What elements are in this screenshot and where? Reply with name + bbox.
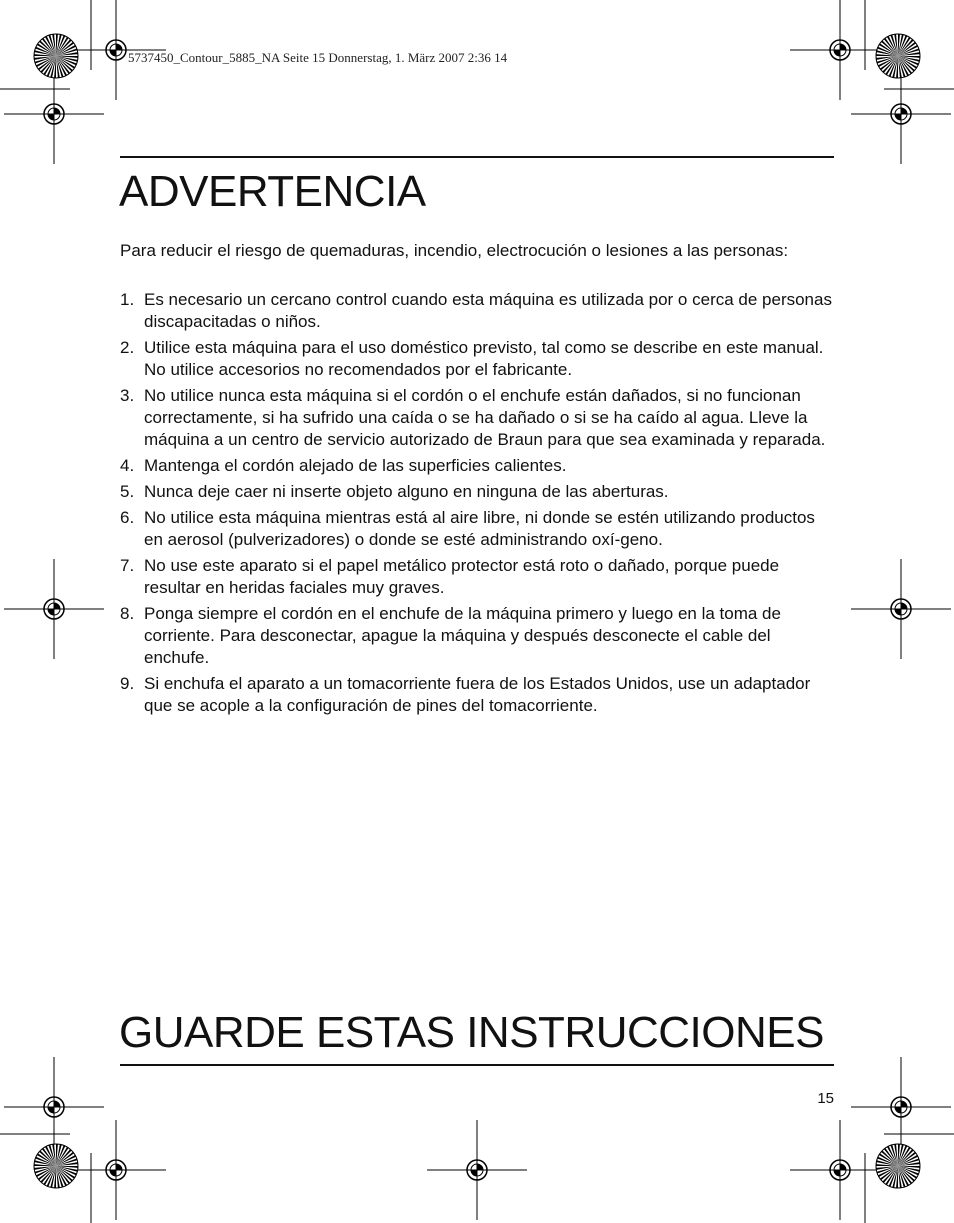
page-number: 15 — [817, 1090, 834, 1107]
item-number: 1. — [120, 290, 135, 309]
item-number: 7. — [120, 556, 135, 575]
registration-mark — [4, 64, 104, 164]
page-title: ADVERTENCIA — [119, 167, 426, 216]
starburst-mark — [876, 34, 920, 78]
registration-mark — [790, 1120, 890, 1220]
registration-mark — [4, 1057, 104, 1157]
registration-mark — [851, 64, 951, 164]
list-item — [120, 673, 834, 717]
warning-list — [120, 289, 834, 721]
item-text: Ponga siempre el cordón en el enchufe de la máquina primero y luego en la toma de corriente. Para desconectar, apague la máquina y después desconecte el cable del enchufe. — [144, 604, 781, 667]
footer-title: GUARDE ESTAS INSTRUCCIONES — [119, 1008, 824, 1057]
item-text: No utilice nunca esta máquina si el cordón o el enchufe están dañados, si no funcionan correctamente, si ha sufrido una caída o se ha dañado o si se ha caído al agua. Lleve la máquina a un centro de servicio autorizado de Braun para que sea examinada y reparada. — [144, 386, 826, 449]
registration-mark — [4, 559, 104, 659]
list-item — [120, 385, 834, 451]
bottom-rule — [120, 1064, 834, 1066]
item-text: Es necesario un cercano control cuando esta máquina es utilizada por o cerca de personas discapacitadas o niños. — [144, 290, 832, 331]
item-text: Utilice esta máquina para el uso doméstico previsto, tal como se describe en este manual. — [144, 338, 824, 357]
registration-mark — [851, 559, 951, 659]
starburst-mark — [34, 34, 78, 78]
list-item — [120, 507, 834, 551]
list-item — [120, 455, 834, 477]
registration-mark — [66, 1120, 166, 1220]
print-slug: 5737450_Contour_5885_NA Seite 15 Donnerstag, 1. März 2007 2:36 14 — [128, 50, 508, 65]
item-number: 2. — [120, 338, 135, 357]
item-number: 5. — [120, 482, 135, 501]
item-text: Si enchufa el aparato a un tomacorriente fuera de los Estados Unidos, use un adaptador que se acople a la configuración de pines del tomacorriente. — [144, 674, 811, 715]
registration-mark — [427, 1120, 527, 1220]
item-text: Nunca deje caer ni inserte objeto alguno en ninguna de las aberturas. — [144, 482, 669, 501]
list-item — [120, 603, 834, 669]
registration-mark — [790, 0, 890, 100]
list-item — [120, 289, 834, 333]
intro-text: Para reducir el riesgo de quemaduras, incendio, electrocución o lesiones a las personas: — [120, 241, 789, 260]
list-item — [120, 337, 834, 381]
item-number: 3. — [120, 386, 135, 405]
registration-mark — [851, 1057, 951, 1157]
item-text: No utilice esta máquina mientras está al aire libre, ni donde se estén utilizando productos en aerosol (pulverizadores) o donde se esté administrando oxí-geno. — [144, 508, 815, 549]
item-text: No use este aparato si el papel metálico protector está roto o dañado, porque puede resultar en heridas faciales muy graves. — [144, 556, 780, 597]
item-number: 6. — [120, 508, 135, 527]
starburst-mark — [34, 1144, 78, 1188]
list-item — [120, 481, 834, 503]
item-text: Mantenga el cordón alejado de las superficies calientes. — [144, 456, 567, 475]
starburst-mark — [876, 1144, 920, 1188]
top-rule — [120, 156, 834, 158]
item-number: 9. — [120, 674, 135, 693]
list-item — [120, 555, 834, 599]
item-number: 8. — [120, 604, 135, 623]
item-number: 4. — [120, 456, 135, 475]
item-text-extra: No utilice accesorios no recomendados por el fabricante. — [144, 360, 573, 379]
